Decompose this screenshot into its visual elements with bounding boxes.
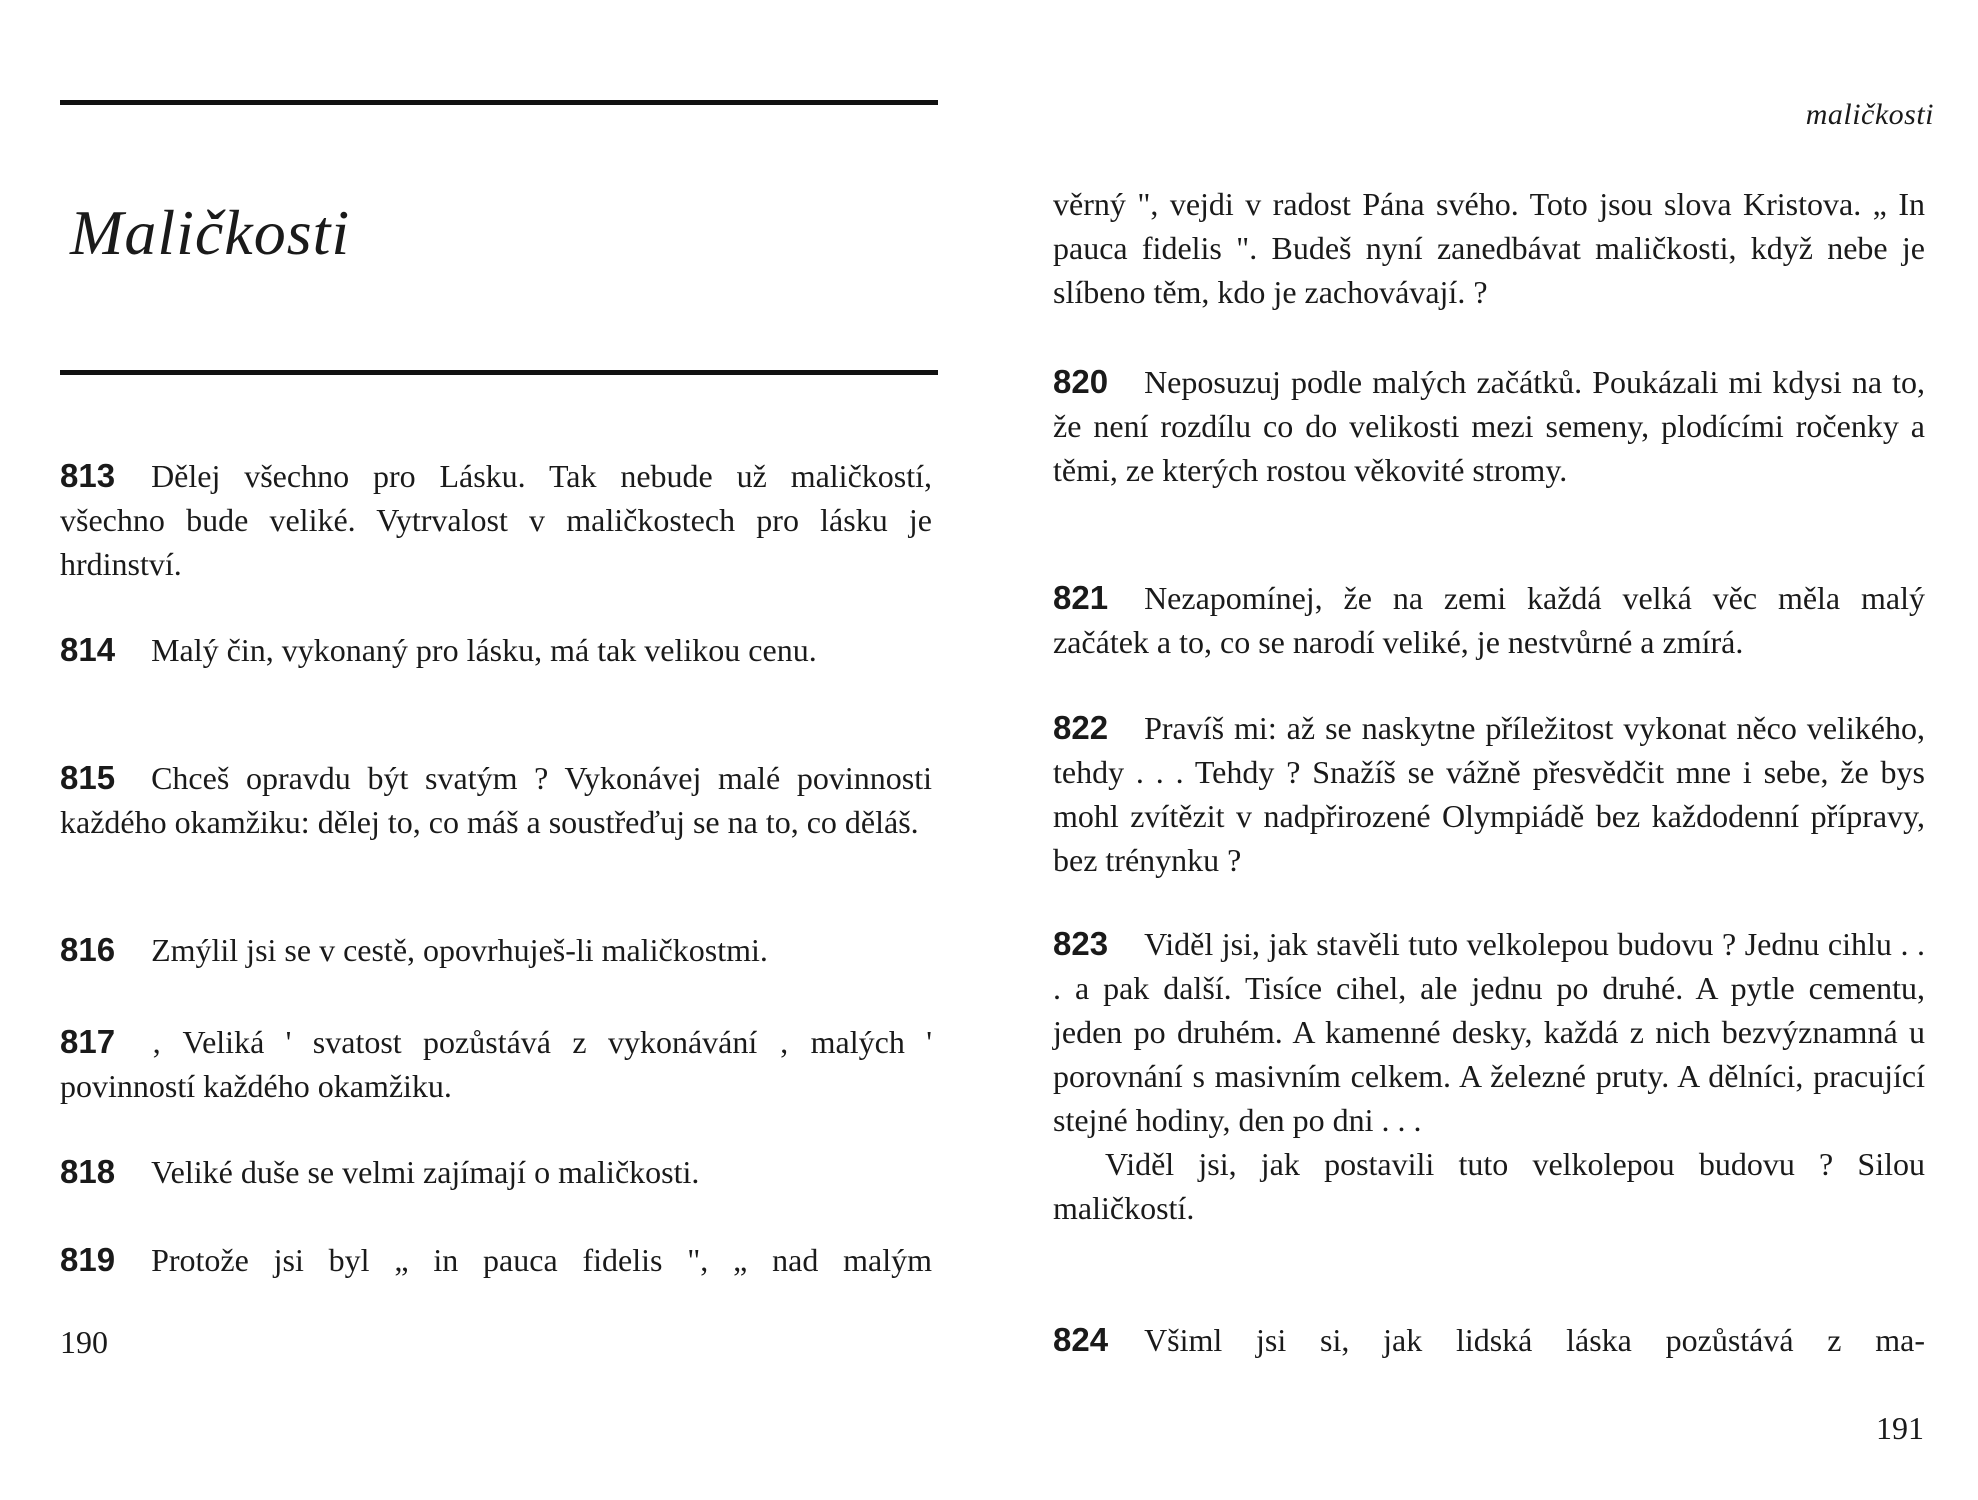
running-head: maličkosti — [1805, 98, 1934, 131]
entry-819: 819 Protože jsi byl „ in pauca fidelis ", „ nad malým — [60, 1241, 932, 1278]
entry-820: 820 Neposuzuj podle malých začátků. Poukázali mi kdysi na to, že není rozdílu co do velikosti mezi semeny, plodícími ročenky a těmi, ze kterých rostou věkovité stromy. — [1053, 363, 1925, 488]
page-number-right: 191 — [1876, 1410, 1924, 1446]
entry-818: 818 Veliké duše se velmi zajímají o maličkosti. — [60, 1153, 700, 1190]
top-rule — [60, 100, 938, 105]
entry-816: 816 Zmýlil jsi se v cestě, opovrhuješ-li maličkostmi. — [60, 931, 768, 968]
entry-821: 821 Nezapomínej, že na zemi každá velká věc měla malý začátek a to, co se narodí veliké, je nestvůrné a zmírá. — [1053, 579, 1925, 660]
entry-814: 814 Malý čin, vykonaný pro lásku, má tak velikou cenu. — [60, 631, 817, 668]
chapter-title: Maličkosti — [70, 197, 351, 268]
entry-815: 815 Chceš opravdu být svatým ? Vykonávej malé povinnosti každého okamžiku: dělej to, co máš a soustřeďuj se na to, co děláš. — [60, 759, 932, 840]
entry-824: 824 Všiml jsi si, jak lidská láska pozůstává z ma- — [1053, 1321, 1925, 1358]
entry-817: 817 ‚ Veliká ' svatost pozůstává z vykonávání ‚ malých ' povinností každého okamžiku. — [60, 1023, 932, 1104]
page-number-left: 190 — [60, 1324, 108, 1360]
entry-813: 813 Dělej všechno pro Lásku. Tak nebude už maličkostí, všechno bude veliké. Vytrvalost v maličkostech pro lásku je hrdinství. — [60, 457, 932, 582]
entry-819-continuation: věrný ", vejdi v radost Pána svého. Toto jsou slova Kristova. „ In pauca fidelis ". Budeš nyní zanedbávat maličkosti, když nebe je slíbeno těm, kdo je zachovávají. ? — [1053, 186, 1925, 310]
title-underline-rule — [60, 370, 938, 375]
entry-823: 823 Viděl jsi, jak stavěli tuto velkolepou budovu ? Jednu cihlu . . . a pak další. Tisíce cihel, ale jednu po druhé. A pytle cementu, jeden po druhém. A kamenné desky, každá z nich bezvýznamná u porovnání s masivním celkem. A železné pruty. A dělníci, pracující stejné hodiny, den po dni . . . Viděl jsi, jak postavili tuto velkolepou budovu ? Silou maličkostí. — [1053, 925, 1925, 1226]
entry-822: 822 Pravíš mi: až se naskytne příležitost vykonat něco velikého, tehdy . . . Tehdy ? Snažíš se vážně přesvědčit mne i sebe, že bys mohl zvítězit v nadpřirozené Olympiádě bez každodenní přípravy, bez trénynku ? — [1053, 709, 1925, 878]
